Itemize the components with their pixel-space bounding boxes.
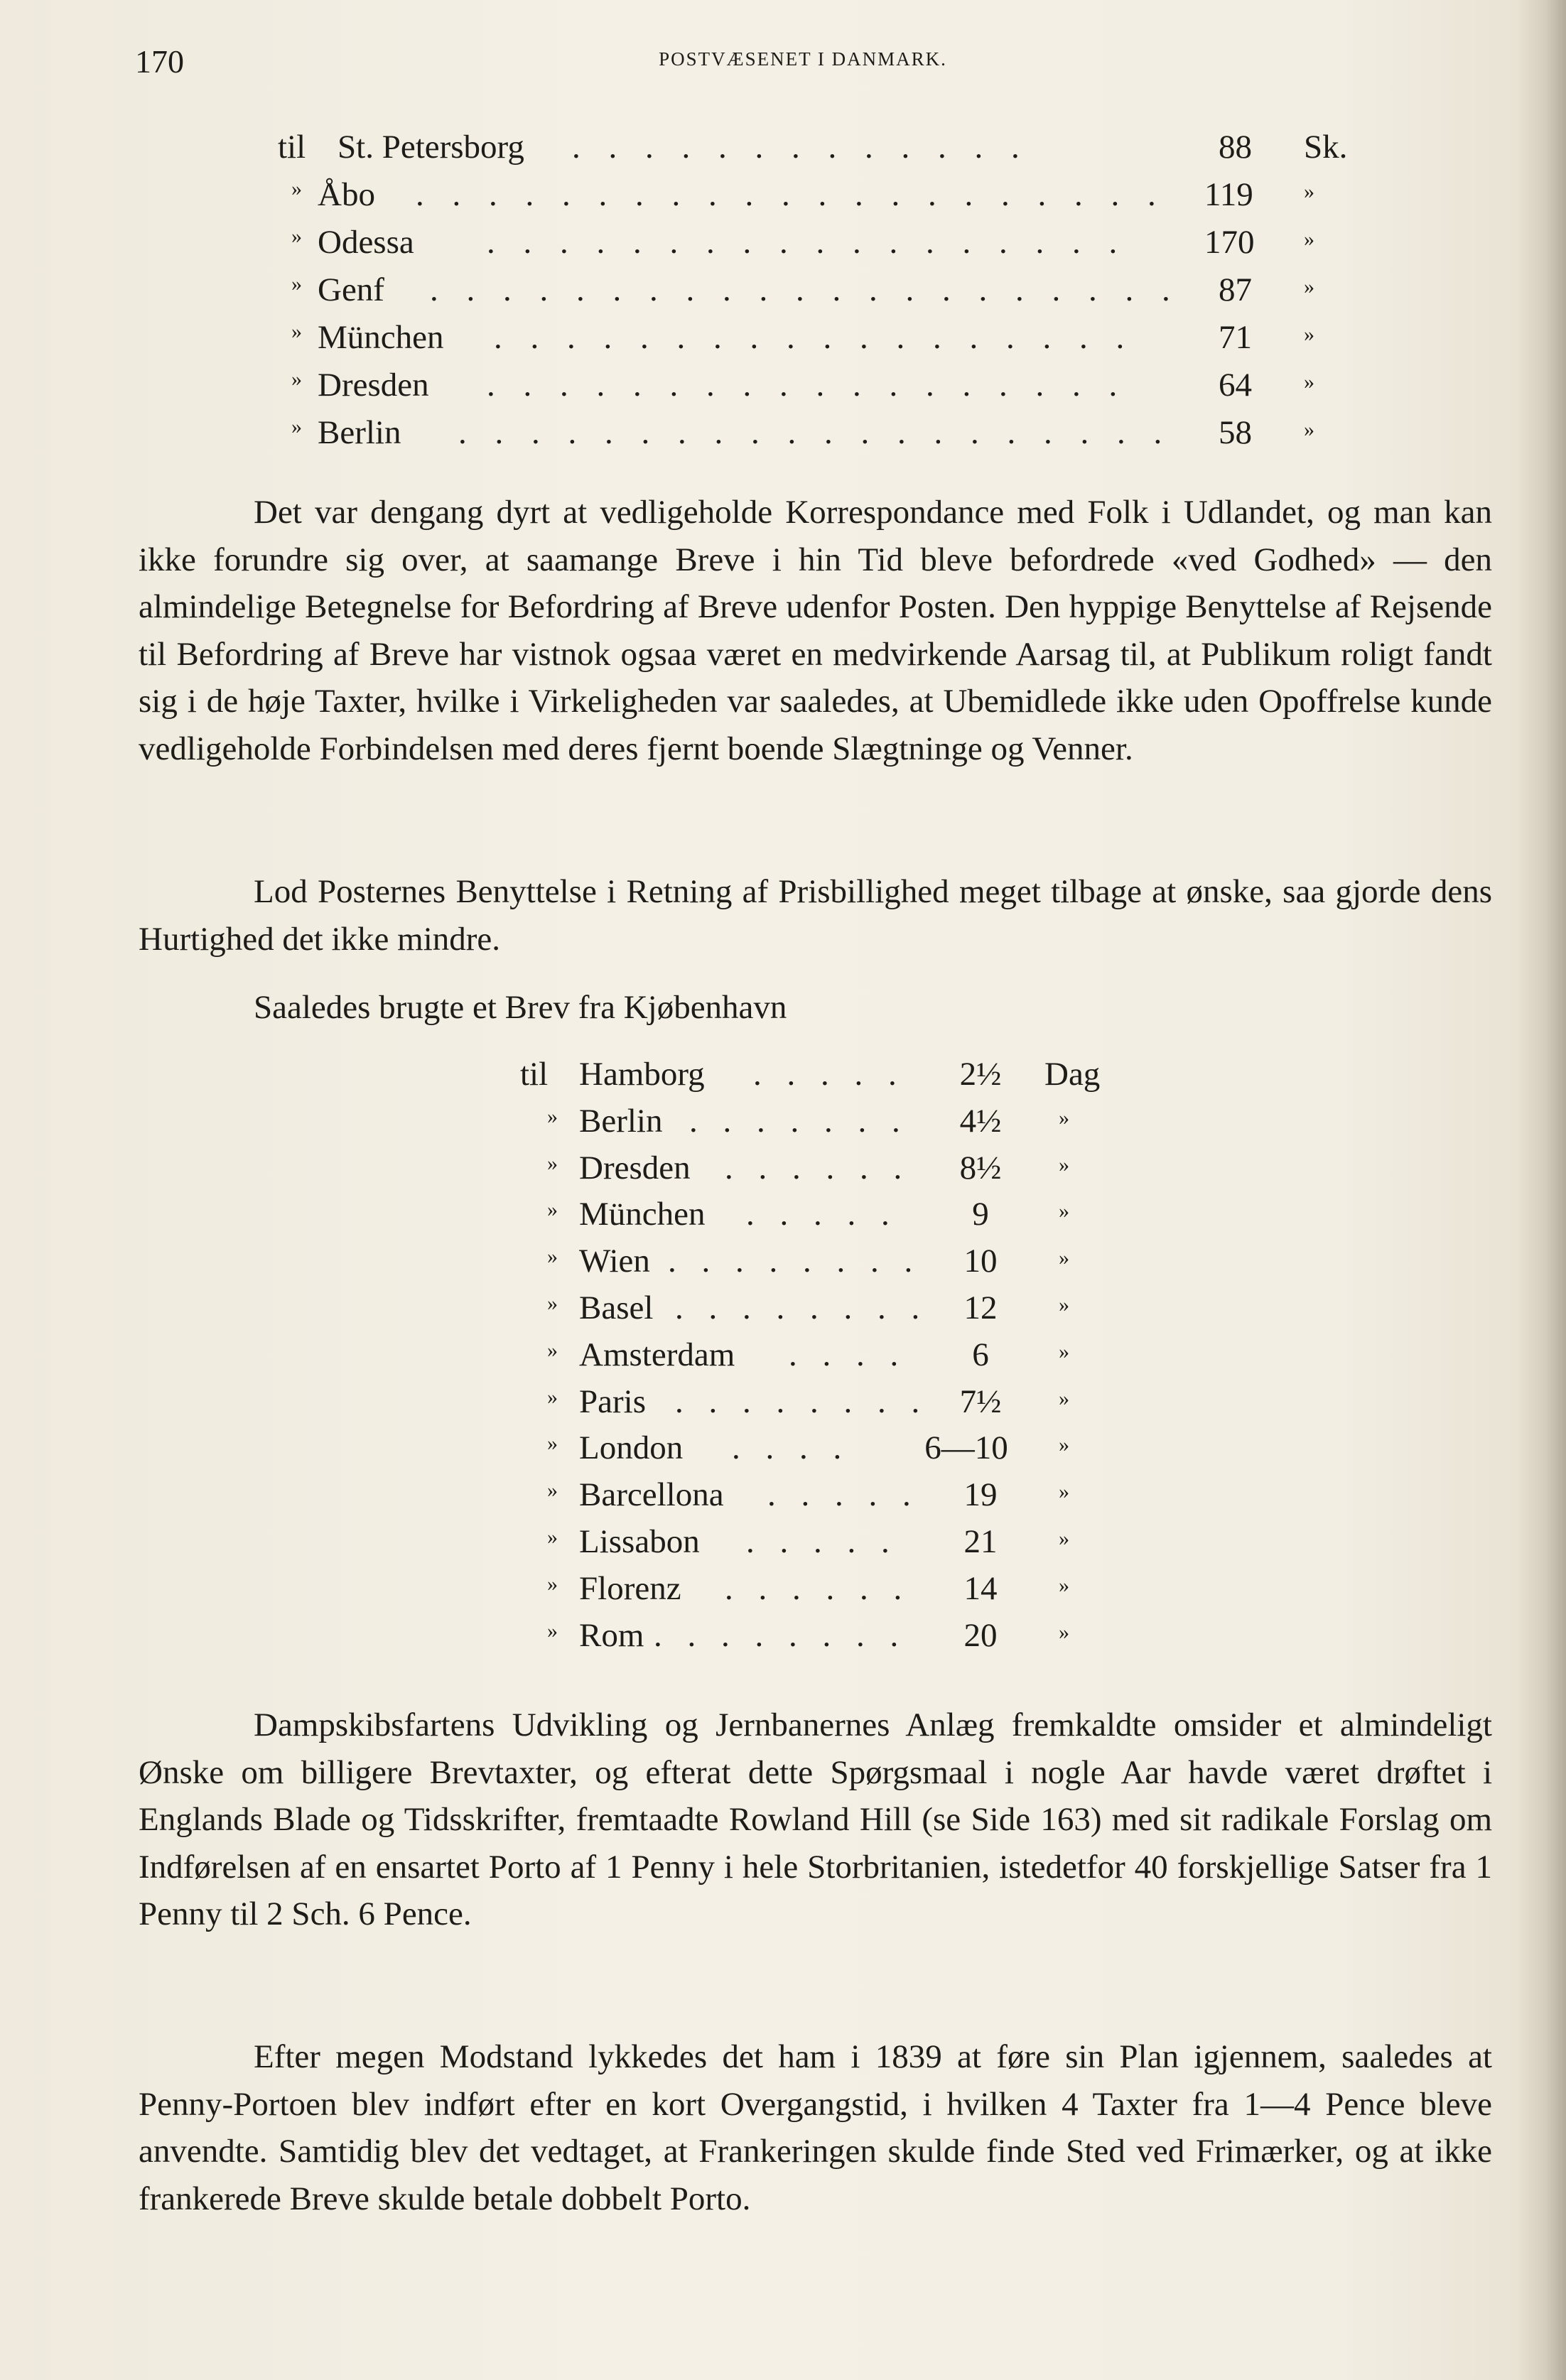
rate-unit: »: [1304, 180, 1314, 203]
dot-leader: . . . . . . . . . . . . . . . . . . . . .: [430, 271, 1180, 308]
rate-row: [252, 175, 1389, 223]
rate-city: München: [318, 319, 444, 356]
time-unit: Dag: [1044, 1056, 1101, 1093]
time-prefix: »: [547, 1385, 558, 1409]
time-days: 21: [963, 1522, 998, 1560]
time-days: 6—10: [924, 1429, 1008, 1467]
time-city: Lissabon: [579, 1522, 700, 1560]
time-days: 8½: [959, 1149, 1002, 1186]
time-city: Basel: [579, 1289, 654, 1326]
time-city: Rom: [579, 1616, 644, 1654]
dot-leader: . . . . . . . . . . . . . . . . . . . . .: [416, 176, 1166, 213]
travel-time-list: [512, 1055, 1151, 1662]
time-unit: »: [1059, 1339, 1069, 1363]
time-days: 14: [963, 1569, 998, 1607]
time-prefix: »: [547, 1618, 558, 1643]
dot-leader: . . . . .: [746, 1522, 898, 1560]
time-row: [512, 1336, 1151, 1383]
time-city: Wien: [579, 1243, 650, 1280]
time-prefix: »: [547, 1478, 558, 1503]
dot-leader: . . . .: [732, 1429, 850, 1467]
dot-leader: . . . . .: [767, 1476, 919, 1514]
rate-unit: Sk.: [1304, 129, 1348, 166]
time-city: Hamborg: [579, 1056, 705, 1093]
time-prefix: »: [547, 1572, 558, 1596]
rate-row: [252, 366, 1389, 413]
rate-city: Odessa: [318, 224, 414, 261]
time-unit: »: [1059, 1105, 1069, 1130]
rate-row: [252, 413, 1389, 461]
time-row: [512, 1429, 1151, 1476]
time-unit: »: [1059, 1480, 1069, 1504]
rate-amount: 58: [1219, 414, 1252, 451]
rate-prefix: »: [291, 415, 302, 438]
time-days: 20: [963, 1616, 998, 1654]
time-days: 12: [963, 1289, 998, 1326]
rate-row: [252, 223, 1389, 271]
time-prefix: »: [547, 1151, 558, 1175]
rate-city: Berlin: [318, 414, 401, 451]
rate-amount: 170: [1204, 224, 1255, 261]
paragraph-text: Lod Posternes Benyttelse i Retning af Prisbillighed meget tilbage at ønske, saa gjorde dens Hurtighed det ikke mindre.: [139, 873, 1492, 958]
dot-leader: . . . . . . . . . . . . . . . . . . . .: [458, 414, 1172, 451]
time-row: [512, 1055, 1151, 1102]
rate-prefix: »: [291, 225, 302, 248]
dot-leader: . . . . . .: [725, 1569, 911, 1607]
paragraph-intro-times: [139, 984, 1492, 1032]
time-prefix: »: [547, 1525, 558, 1549]
rate-unit: »: [1304, 418, 1314, 441]
rate-row: [252, 128, 1389, 175]
dot-leader: . . . . . . . .: [668, 1243, 922, 1280]
rate-unit: »: [1304, 227, 1314, 251]
time-row: [512, 1102, 1151, 1149]
rate-unit: »: [1304, 370, 1314, 394]
dot-leader: . . . . . . . . . . . . .: [572, 129, 1030, 166]
rate-amount: 87: [1219, 271, 1252, 308]
time-row: [512, 1569, 1151, 1616]
rate-prefix: til: [278, 129, 306, 166]
time-row: [512, 1616, 1151, 1663]
dot-leader: . . . .: [789, 1336, 907, 1373]
rate-amount: 64: [1219, 367, 1252, 404]
paragraph-text: Saaledes brugte et Brev fra Kjøbenhavn: [254, 989, 787, 1026]
time-prefix: »: [547, 1198, 558, 1222]
time-days: 9: [972, 1196, 989, 1233]
dot-leader: . . . . . .: [725, 1149, 911, 1186]
time-city: Florenz: [579, 1569, 681, 1607]
time-city: Dresden: [579, 1149, 691, 1186]
time-unit: »: [1059, 1152, 1069, 1177]
rate-prefix: »: [291, 320, 302, 343]
time-row: [512, 1476, 1151, 1522]
rate-unit: »: [1304, 323, 1314, 346]
rate-row: [252, 318, 1389, 366]
time-days: 7½: [959, 1383, 1002, 1420]
time-unit: »: [1059, 1199, 1069, 1223]
time-unit: »: [1059, 1433, 1069, 1457]
paragraph-korrespondance: [139, 489, 1492, 772]
time-row: [512, 1522, 1151, 1569]
paragraph-hurtighed: [139, 868, 1492, 963]
time-prefix: »: [547, 1338, 558, 1362]
rate-prefix: »: [291, 272, 302, 296]
paragraph-text: Det var dengang dyrt at vedligeholde Korrespondance med Folk i Udlandet, og man kan ikke forundre sig over, at saamange Breve i hin Tid bleve befordrede «ved Godhed» — den almindelige Betegnelse for Befordring af Breve udenfor Posten. Den hyppige Benyttelse af Rejsende til Befordring af Breve har vistnok ogsaa været en medvirkende Aarsag til, at Publikum roligt fandt sig i de høje Taxter, hvilke i Virkeligheden var saaledes, at Ubemidlede ikke uden Opoffrelse kunde vedligeholde Forbindelsen med deres fjernt boende Slægtninge og Venner.: [139, 494, 1492, 767]
rate-city: Genf: [318, 271, 384, 308]
rate-city: St. Petersborg: [338, 129, 524, 166]
dot-leader: . . . . . . . . . . . . . . . . . .: [487, 367, 1128, 404]
page-edge-shadow: [1516, 0, 1566, 2380]
dot-leader: . . . . . . . . . . . . . . . . . .: [487, 224, 1128, 261]
time-prefix: »: [547, 1104, 558, 1128]
time-row: [512, 1242, 1151, 1289]
time-city: Amsterdam: [579, 1336, 735, 1373]
time-days: 2½: [959, 1056, 1002, 1093]
rate-amount: 119: [1204, 176, 1253, 213]
time-row: [512, 1289, 1151, 1336]
time-city: Berlin: [579, 1102, 663, 1140]
time-row: [512, 1383, 1151, 1429]
paragraph-text: Efter megen Modstand lykkedes det ham i 1839 at føre sin Plan igjennem, saaledes at Penny-Portoen blev indført efter en kort Overgangstid, i hvilken 4 Taxter fra 1—4 Pence bleve anvendte. Samtidig blev det vedtaget, at Frankeringen skulde finde Sted ved Frimærker, og at ikke frankerede Breve skulde betale dobbelt Porto.: [139, 2038, 1492, 2217]
rate-prefix: »: [291, 177, 302, 200]
rate-city: Åbo: [318, 176, 375, 213]
time-row: [512, 1195, 1151, 1242]
time-prefix: »: [547, 1291, 558, 1315]
dot-leader: . . . . . . . .: [675, 1383, 929, 1420]
page-header: [135, 43, 1471, 92]
dot-leader: . . . . . . . .: [675, 1289, 929, 1326]
time-prefix: »: [547, 1432, 558, 1456]
time-days: 19: [963, 1476, 998, 1514]
rate-amount: 88: [1219, 129, 1252, 166]
time-prefix: til: [520, 1056, 549, 1093]
time-unit: »: [1059, 1620, 1069, 1644]
time-unit: »: [1059, 1573, 1069, 1597]
postage-rate-list: [252, 128, 1389, 461]
time-unit: »: [1059, 1246, 1069, 1270]
dot-leader: . . . . . . . .: [654, 1616, 907, 1654]
dot-leader: . . . . .: [746, 1196, 898, 1233]
time-unit: »: [1059, 1526, 1069, 1550]
paragraph-penny-porto: [139, 2033, 1492, 2222]
running-head: POSTVÆSENET I DANMARK.: [659, 48, 947, 70]
dot-leader: . . . . . . . . . . . . . . . . . .: [494, 319, 1135, 356]
time-row: [512, 1149, 1151, 1196]
time-unit: »: [1059, 1292, 1069, 1316]
rate-amount: 71: [1219, 319, 1252, 356]
time-prefix: »: [547, 1245, 558, 1269]
time-unit: »: [1059, 1386, 1069, 1410]
time-days: 10: [963, 1243, 998, 1280]
time-city: Barcellona: [579, 1476, 724, 1514]
rate-prefix: »: [291, 367, 302, 391]
time-days: 4½: [959, 1102, 1002, 1140]
rate-row: [252, 271, 1389, 318]
time-city: Paris: [579, 1383, 646, 1420]
paragraph-dampskibsfart: [139, 1702, 1492, 1938]
time-days: 6: [972, 1336, 989, 1373]
page-number: 170: [135, 43, 184, 80]
paragraph-text: Dampskibsfartens Udvikling og Jernbanernes Anlæg fremkaldte omsider et almindeligt Ønske om billigere Brevtaxter, og efterat dette Spørgsmaal i nogle Aar havde været drøftet i Englands Blade og Tidsskrifter, fremtaadte Rowland Hill (se Side 163) med sit radikale Forslag om Indførelsen af en ensartet Porto af 1 Penny i hele Storbritanien, istedetfor 40 forskjellige Satser fra 1 Penny til 2 Sch. 6 Pence.: [139, 1706, 1492, 1932]
time-city: München: [579, 1196, 706, 1233]
dot-leader: . . . . .: [753, 1056, 905, 1093]
time-city: London: [579, 1429, 684, 1467]
dot-leader: . . . . . . .: [689, 1102, 909, 1140]
rate-city: Dresden: [318, 367, 429, 404]
rate-unit: »: [1304, 275, 1314, 298]
